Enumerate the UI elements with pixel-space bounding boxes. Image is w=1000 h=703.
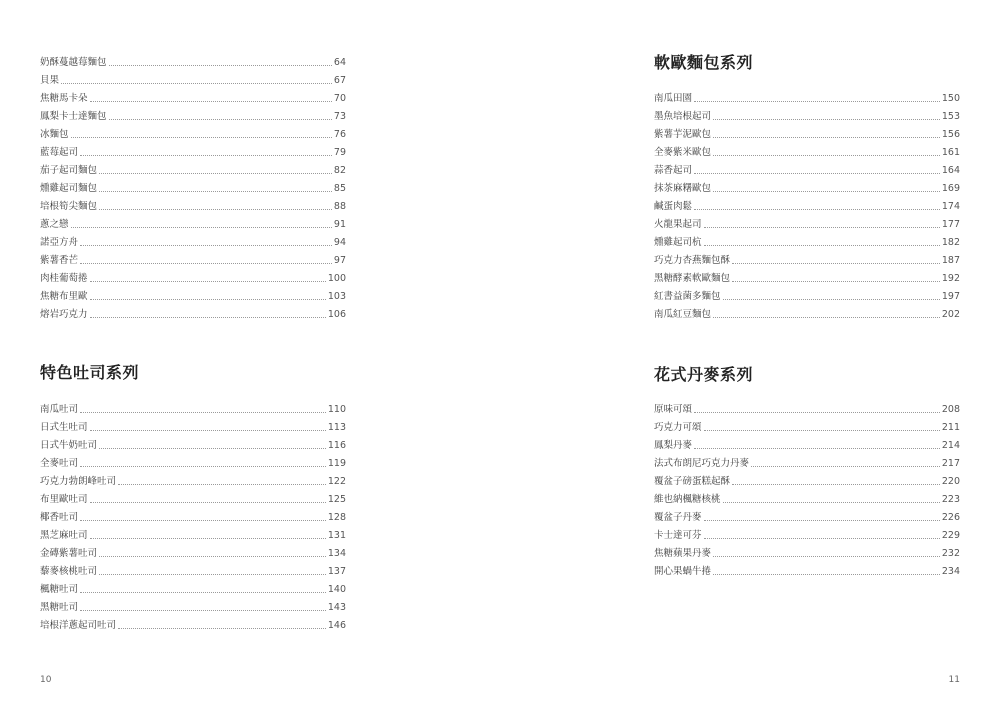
- toc-entry-title: 奶酥蔓越莓麵包: [40, 57, 107, 68]
- toc-entry-title: 燻雞起司麵包: [40, 183, 98, 194]
- toc-entry-page-number: 217: [941, 458, 960, 469]
- toc-list: [654, 87, 960, 321]
- toc-list: [40, 398, 346, 632]
- toc-entry-title: 焦糖馬卡朵: [40, 93, 88, 104]
- toc-entry[interactable]: [654, 87, 960, 105]
- toc-entry-title: 紅書益菌多麵包: [654, 291, 721, 302]
- toc-entry-page-number: 67: [333, 75, 346, 86]
- dot-leader: [90, 430, 326, 431]
- toc-entry-title: 楓糖吐司: [40, 584, 79, 595]
- toc-entry-page-number: 150: [941, 93, 960, 104]
- toc-entry[interactable]: [40, 488, 346, 506]
- toc-entry-title: 金磚紫薯吐司: [40, 548, 98, 559]
- toc-entry-page-number: 234: [941, 566, 960, 577]
- toc-entry-page-number: 70: [333, 93, 346, 104]
- toc-entry-page-number: 85: [333, 183, 346, 194]
- toc-entry[interactable]: [654, 303, 960, 321]
- toc-entry[interactable]: [654, 452, 960, 470]
- toc-entry-page-number: 106: [327, 309, 346, 320]
- toc-entry-title: 焦糖布里歐: [40, 291, 88, 302]
- toc-entry[interactable]: [654, 416, 960, 434]
- dot-leader: [704, 430, 940, 431]
- toc-entry[interactable]: [654, 249, 960, 267]
- toc-entry-page-number: 103: [327, 291, 346, 302]
- toc-entry[interactable]: [40, 249, 346, 267]
- dot-leader: [713, 191, 940, 192]
- toc-entry[interactable]: [654, 213, 960, 231]
- dot-leader: [90, 502, 326, 503]
- toc-entry[interactable]: [654, 231, 960, 249]
- dot-leader: [61, 83, 332, 84]
- toc-entry-title: 紫薯香芒: [40, 255, 79, 266]
- toc-entry-page-number: 128: [327, 512, 346, 523]
- toc-entry[interactable]: [40, 398, 346, 416]
- toc-entry-title: 南瓜紅豆麵包: [654, 309, 712, 320]
- toc-entry-title: 貝果: [40, 75, 60, 86]
- toc-entry-page-number: 229: [941, 530, 960, 541]
- toc-entry-title: 茄子起司麵包: [40, 165, 98, 176]
- toc-entry-title: 諾亞方舟: [40, 237, 79, 248]
- dot-leader: [80, 466, 326, 467]
- toc-entry-page-number: 232: [941, 548, 960, 559]
- toc-entry[interactable]: [40, 303, 346, 321]
- toc-entry-page-number: 137: [327, 566, 346, 577]
- toc-entry-page-number: 97: [333, 255, 346, 266]
- toc-entry-page-number: 140: [327, 584, 346, 595]
- toc-entry-page-number: 208: [941, 404, 960, 415]
- page-number: 10: [40, 675, 52, 685]
- toc-entry-page-number: 197: [941, 291, 960, 302]
- dot-leader: [90, 101, 332, 102]
- dot-leader: [80, 263, 332, 264]
- dot-leader: [704, 227, 940, 228]
- toc-entry-page-number: 161: [941, 147, 960, 158]
- toc-entry[interactable]: [654, 506, 960, 524]
- toc-entry[interactable]: [40, 578, 346, 596]
- dot-leader: [80, 520, 326, 521]
- dot-leader: [99, 191, 332, 192]
- toc-entry[interactable]: [40, 177, 346, 195]
- dot-leader: [713, 317, 940, 318]
- toc-entry-page-number: 119: [327, 458, 346, 469]
- dot-leader: [694, 412, 940, 413]
- toc-entry-page-number: 122: [327, 476, 346, 487]
- toc-entry-title: 鳳梨丹麥: [654, 440, 693, 451]
- toc-entry-page-number: 223: [941, 494, 960, 505]
- dot-leader: [694, 101, 940, 102]
- dot-leader: [713, 556, 940, 557]
- toc-entry-title: 巧克力勃朗峰吐司: [40, 476, 117, 487]
- dot-leader: [704, 245, 940, 246]
- toc-entry-title: 日式牛奶吐司: [40, 440, 98, 451]
- toc-entry[interactable]: [40, 434, 346, 452]
- toc-entry[interactable]: [40, 542, 346, 560]
- toc-entry-page-number: 64: [333, 57, 346, 68]
- toc-entry[interactable]: [654, 434, 960, 452]
- dot-leader: [694, 209, 940, 210]
- toc-entry-title: 卡士達可芬: [654, 530, 702, 541]
- dot-leader: [80, 155, 332, 156]
- toc-entry[interactable]: [40, 159, 346, 177]
- toc-entry-page-number: 143: [327, 602, 346, 613]
- toc-entry-title: 黑糖酵素軟歐麵包: [654, 273, 731, 284]
- toc-entry-title: 巧克力杏燕麵包酥: [654, 255, 731, 266]
- toc-entry-title: 熔岩巧克力: [40, 309, 88, 320]
- dot-leader: [99, 209, 332, 210]
- toc-entry-page-number: 76: [333, 129, 346, 140]
- toc-entry[interactable]: [40, 560, 346, 578]
- toc-entry[interactable]: [40, 141, 346, 159]
- toc-entry-page-number: 156: [941, 129, 960, 140]
- dot-leader: [99, 574, 326, 575]
- toc-entry-title: 墨魚培根起司: [654, 111, 712, 122]
- toc-entry-title: 蒜香起司: [654, 165, 693, 176]
- toc-entry-page-number: 134: [327, 548, 346, 559]
- toc-entry[interactable]: [40, 69, 346, 87]
- dot-leader: [71, 227, 332, 228]
- toc-entry-page-number: 91: [333, 219, 346, 230]
- dot-leader: [732, 263, 940, 264]
- toc-entry-page-number: 177: [941, 219, 960, 230]
- toc-entry-page-number: 153: [941, 111, 960, 122]
- toc-entry[interactable]: [40, 87, 346, 105]
- toc-entry-page-number: 113: [327, 422, 346, 433]
- toc-entry-title: 鹹蛋肉鬆: [654, 201, 693, 212]
- toc-entry-title: 開心果蝸牛捲: [654, 566, 712, 577]
- toc-entry[interactable]: [654, 141, 960, 159]
- toc-entry-title: 冰麵包: [40, 129, 69, 140]
- toc-entry-title: 肉桂葡萄捲: [40, 273, 88, 284]
- toc-entry-page-number: 110: [327, 404, 346, 415]
- toc-entry-page-number: 94: [333, 237, 346, 248]
- toc-entry[interactable]: [654, 542, 960, 560]
- toc-entry-title: 培根洋蔥起司吐司: [40, 620, 117, 631]
- section-title: 特色吐司系列: [40, 363, 140, 382]
- toc-entry-page-number: 187: [941, 255, 960, 266]
- dot-leader: [90, 538, 326, 539]
- toc-entry-title: 法式布朗尼巧克力丹麥: [654, 458, 750, 469]
- toc-entry[interactable]: [654, 195, 960, 213]
- toc-entry-title: 全麥吐司: [40, 458, 79, 469]
- toc-entry-page-number: 73: [333, 111, 346, 122]
- toc-entry-page-number: 202: [941, 309, 960, 320]
- toc-entry-title: 原味可頌: [654, 404, 693, 415]
- dot-leader: [80, 245, 332, 246]
- toc-entry-page-number: 214: [941, 440, 960, 451]
- toc-entry-title: 培根筍尖麵包: [40, 201, 98, 212]
- toc-entry-title: 椰香吐司: [40, 512, 79, 523]
- toc-entry-title: 藜麥核桃吐司: [40, 566, 98, 577]
- toc-entry[interactable]: [40, 231, 346, 249]
- dot-leader: [713, 119, 940, 120]
- dot-leader: [751, 466, 940, 467]
- toc-entry[interactable]: [40, 105, 346, 123]
- dot-leader: [704, 520, 940, 521]
- dot-leader: [118, 484, 326, 485]
- toc-entry-title: 黑芝麻吐司: [40, 530, 88, 541]
- toc-entry[interactable]: [40, 213, 346, 231]
- toc-entry-page-number: 220: [941, 476, 960, 487]
- toc-entry-page-number: 79: [333, 147, 346, 158]
- toc-entry[interactable]: [654, 159, 960, 177]
- dot-leader: [71, 137, 332, 138]
- toc-entry[interactable]: [654, 470, 960, 488]
- toc-entry[interactable]: [40, 123, 346, 141]
- toc-entry-title: 蔥之戀: [40, 219, 69, 230]
- toc-entry-title: 抹茶麻糬歐包: [654, 183, 712, 194]
- toc-entry[interactable]: [40, 416, 346, 434]
- dot-leader: [713, 137, 940, 138]
- dot-leader: [694, 173, 940, 174]
- dot-leader: [723, 502, 940, 503]
- toc-entry-page-number: 192: [941, 273, 960, 284]
- right-page: [500, 0, 1000, 703]
- page-number: 11: [948, 675, 960, 685]
- dot-leader: [109, 65, 332, 66]
- dot-leader: [80, 412, 326, 413]
- dot-leader: [732, 281, 940, 282]
- toc-entry[interactable]: [40, 470, 346, 488]
- toc-entry-page-number: 125: [327, 494, 346, 505]
- toc-entry[interactable]: [40, 596, 346, 614]
- dot-leader: [723, 299, 940, 300]
- toc-entry-page-number: 164: [941, 165, 960, 176]
- section-title: 軟歐麵包系列: [654, 53, 754, 72]
- toc-entry[interactable]: [654, 488, 960, 506]
- dot-leader: [732, 484, 940, 485]
- toc-entry[interactable]: [40, 614, 346, 632]
- toc-entry[interactable]: [654, 524, 960, 542]
- toc-entry[interactable]: [40, 285, 346, 303]
- toc-entry-page-number: 88: [333, 201, 346, 212]
- dot-leader: [80, 610, 326, 611]
- dot-leader: [90, 299, 326, 300]
- toc-entry-page-number: 116: [327, 440, 346, 451]
- toc-entry-title: 維也納楓糖核桃: [654, 494, 721, 505]
- toc-entry[interactable]: [654, 285, 960, 303]
- toc-entry-title: 藍莓起司: [40, 147, 79, 158]
- toc-entry[interactable]: [654, 398, 960, 416]
- toc-entry[interactable]: [654, 177, 960, 195]
- toc-entry-title: 日式生吐司: [40, 422, 88, 433]
- toc-entry[interactable]: [654, 105, 960, 123]
- toc-entry-page-number: 82: [333, 165, 346, 176]
- dot-leader: [713, 574, 940, 575]
- toc-entry[interactable]: [40, 195, 346, 213]
- toc-entry[interactable]: [654, 267, 960, 285]
- dot-leader: [713, 155, 940, 156]
- toc-entry[interactable]: [40, 267, 346, 285]
- toc-entry-page-number: 169: [941, 183, 960, 194]
- toc-entry[interactable]: [40, 506, 346, 524]
- toc-entry[interactable]: [654, 560, 960, 578]
- toc-entry-title: 燻雞起司杭: [654, 237, 702, 248]
- dot-leader: [109, 119, 332, 120]
- dot-leader: [99, 448, 326, 449]
- toc-entry-title: 覆盆子磅蛋糕起酥: [654, 476, 731, 487]
- dot-leader: [80, 592, 326, 593]
- toc-entry-page-number: 182: [941, 237, 960, 248]
- toc-list: [654, 398, 960, 578]
- dot-leader: [704, 538, 940, 539]
- dot-leader: [118, 628, 326, 629]
- dot-leader: [90, 317, 326, 318]
- dot-leader: [694, 448, 940, 449]
- toc-entry[interactable]: [40, 524, 346, 542]
- toc-entry-title: 火龍果起司: [654, 219, 702, 230]
- toc-entry[interactable]: [654, 123, 960, 141]
- toc-entry-title: 南瓜吐司: [40, 404, 79, 415]
- toc-entry-page-number: 174: [941, 201, 960, 212]
- toc-entry[interactable]: [40, 452, 346, 470]
- toc-entry-title: 布里歐吐司: [40, 494, 88, 505]
- toc-entry-title: 覆盆子丹麥: [654, 512, 702, 523]
- toc-entry-title: 全麥紫米歐包: [654, 147, 712, 158]
- toc-entry-title: 巧克力可頌: [654, 422, 702, 433]
- toc-list: [40, 51, 346, 321]
- toc-entry-title: 南瓜田園: [654, 93, 693, 104]
- toc-entry-page-number: 226: [941, 512, 960, 523]
- toc-entry-page-number: 100: [327, 273, 346, 284]
- toc-entry-page-number: 131: [327, 530, 346, 541]
- toc-entry[interactable]: [40, 51, 346, 69]
- toc-entry-title: 紫薯芋泥歐包: [654, 129, 712, 140]
- toc-entry-title: 鳳梨卡士達麵包: [40, 111, 107, 122]
- section-title: 花式丹麥系列: [654, 365, 754, 384]
- toc-entry-page-number: 211: [941, 422, 960, 433]
- dot-leader: [90, 281, 326, 282]
- toc-entry-title: 焦糖蘋果丹麥: [654, 548, 712, 559]
- dot-leader: [99, 173, 332, 174]
- toc-entry-title: 黑糖吐司: [40, 602, 79, 613]
- toc-entry-page-number: 146: [327, 620, 346, 631]
- dot-leader: [99, 556, 326, 557]
